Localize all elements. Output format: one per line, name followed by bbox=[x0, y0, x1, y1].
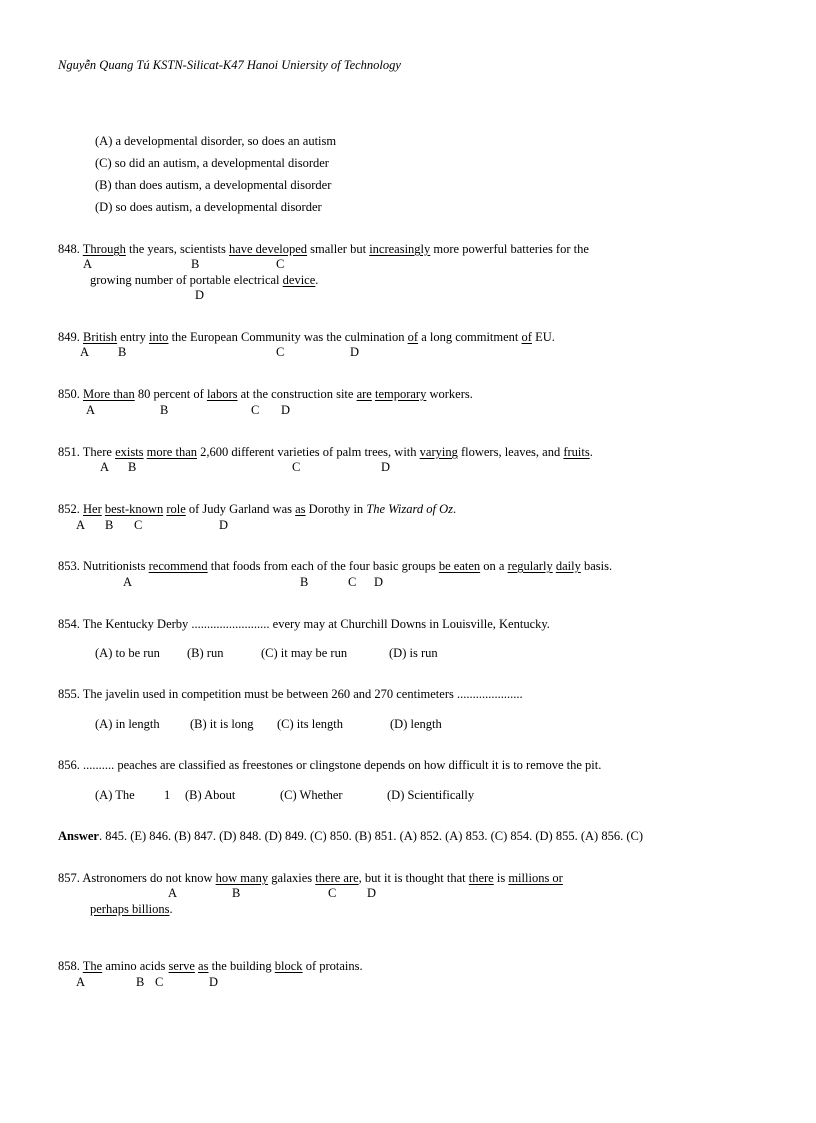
q855-option-c: (C) its length bbox=[277, 717, 343, 731]
q851-letter-b: B bbox=[128, 460, 137, 474]
q851-letter-d: D bbox=[381, 460, 391, 474]
q853-line1 bbox=[58, 559, 612, 574]
q849-text: EU. bbox=[531, 330, 555, 344]
q852-letter-d: D bbox=[219, 518, 229, 532]
page-header: Nguyễn Quang Tú KSTN-Silicat-K47 Hanoi Uniersity of Technology bbox=[58, 58, 401, 72]
q849-letter-d: D bbox=[350, 345, 360, 359]
q849-text: the European Community was the culmination bbox=[168, 330, 408, 344]
q850-letter-a: A bbox=[86, 403, 96, 417]
q858-part-d: block bbox=[274, 959, 303, 973]
q853-part-d: daily bbox=[555, 559, 581, 573]
q854-option-b: (B) run bbox=[187, 646, 224, 660]
q849-part-c: of bbox=[407, 330, 419, 344]
q848-text: more powerful batteries for the bbox=[430, 242, 589, 256]
q852-text: Dorothy in bbox=[305, 502, 367, 516]
q848-line2 bbox=[90, 273, 318, 288]
q856-option-d: (D) Scientifically bbox=[387, 788, 475, 802]
q858-letter-d: D bbox=[209, 975, 219, 989]
q853-text: Nutritionists bbox=[83, 559, 149, 573]
q848-number: 848. bbox=[58, 242, 80, 256]
q851-part-a: exists bbox=[115, 445, 144, 459]
q847-option-a: (A) a developmental disorder, so does an autism bbox=[95, 134, 337, 148]
q853-part-b: be eaten bbox=[438, 559, 481, 573]
q851-text: There bbox=[82, 445, 116, 459]
q852-film-title: The Wizard of Oz bbox=[366, 502, 454, 516]
q849-part-d: of bbox=[521, 330, 532, 344]
q857-letter-b: B bbox=[232, 886, 241, 900]
q851-text: . bbox=[589, 445, 593, 459]
answer-text: . 845. (E) 846. (B) 847. (D) 848. (D) 849. (C) 850. (B) 851. (A) 852. (A) 853. (C) 854. (D) 855. (A) 856. (C) bbox=[98, 829, 643, 843]
q857-part-b: there are bbox=[315, 871, 359, 885]
q849-part-a: British bbox=[83, 330, 118, 344]
q847-option-b: (B) than does autism, a developmental disorder bbox=[95, 178, 332, 192]
q857-part-d: millions or bbox=[508, 871, 563, 885]
q852-part-b: best-known bbox=[104, 502, 164, 516]
q858-text: amino acids bbox=[102, 959, 169, 973]
q857-part-c: there bbox=[468, 871, 494, 885]
q850-line1 bbox=[58, 387, 473, 402]
q853-part-a: recommend bbox=[148, 559, 208, 573]
q855-option-a: (A) in length bbox=[95, 717, 160, 731]
q852-text: of Judy Garland was bbox=[185, 502, 296, 516]
q851-text: flowers, leaves, and bbox=[457, 445, 564, 459]
q855-stem: 855. The javelin used in competition must be between 260 and 270 centimeters ..................... bbox=[58, 687, 523, 701]
q848-letter-a: A bbox=[83, 257, 93, 271]
q850-part-a: More than bbox=[83, 387, 135, 401]
q853-text: basis. bbox=[580, 559, 613, 573]
q850-text: workers. bbox=[426, 387, 473, 401]
q858-text: of protains. bbox=[302, 959, 363, 973]
q847-option-d: (D) so does autism, a developmental disorder bbox=[95, 200, 322, 214]
q857-part-d-continued: perhaps billions bbox=[90, 902, 170, 916]
q848-part-c: increasingly bbox=[369, 242, 431, 256]
q852-letter-c: C bbox=[134, 518, 143, 532]
q854-stem: 854. The Kentucky Derby ......................... every may at Churchill Downs in Louisville, Kentucky. bbox=[58, 617, 550, 631]
q856-stray-mark: 1 bbox=[164, 788, 171, 802]
q853-part-c: regularly bbox=[507, 559, 553, 573]
q853-letter-a: A bbox=[123, 575, 133, 589]
q849-part-b: into bbox=[148, 330, 169, 344]
q857-line2 bbox=[90, 902, 173, 917]
q851-text: 2,600 different varieties of palm trees, with bbox=[197, 445, 420, 459]
q851-part-c: varying bbox=[419, 445, 458, 459]
q858-number: 858. bbox=[58, 959, 80, 973]
q853-text: that foods from each of the four basic groups bbox=[207, 559, 439, 573]
q856-option-c: (C) Whether bbox=[280, 788, 343, 802]
q853-text: on a bbox=[480, 559, 508, 573]
q848-letter-d: D bbox=[195, 288, 205, 302]
q853-letter-b: B bbox=[300, 575, 309, 589]
q851-part-d: fruits bbox=[563, 445, 590, 459]
q851-letter-a: A bbox=[100, 460, 110, 474]
q848-part-a: Through bbox=[82, 242, 126, 256]
q857-text: galaxies bbox=[268, 871, 316, 885]
q856-stem: 856. .......... peaches are classified as freestones or clingstone depends on how difficult it is to remove the pit. bbox=[58, 758, 602, 772]
q852-text: . bbox=[453, 502, 457, 516]
q857-text: . bbox=[169, 902, 173, 916]
q852-letter-a: A bbox=[76, 518, 86, 532]
q850-letter-d: D bbox=[281, 403, 291, 417]
answer-label: Answer bbox=[58, 829, 99, 843]
q858-line1 bbox=[58, 959, 363, 974]
q853-letter-c: C bbox=[348, 575, 357, 589]
q852-part-d: as bbox=[295, 502, 306, 516]
q856-option-b: (B) About bbox=[185, 788, 236, 802]
q848-line1 bbox=[58, 242, 589, 257]
q852-number: 852. bbox=[58, 502, 80, 516]
q851-part-b: more than bbox=[146, 445, 198, 459]
q857-letter-c: C bbox=[328, 886, 337, 900]
q852-part-c: role bbox=[166, 502, 186, 516]
q848-part-d: device bbox=[282, 273, 316, 287]
q848-text: the years, scientists bbox=[125, 242, 229, 256]
q854-option-d: (D) is run bbox=[389, 646, 438, 660]
q851-letter-c: C bbox=[292, 460, 301, 474]
q857-letter-a: A bbox=[168, 886, 178, 900]
q858-letter-a: A bbox=[76, 975, 86, 989]
q852-letter-b: B bbox=[105, 518, 114, 532]
q853-letter-d: D bbox=[374, 575, 384, 589]
q858-part-a: The bbox=[82, 959, 103, 973]
q849-letter-c: C bbox=[276, 345, 285, 359]
q857-number: 857. bbox=[58, 871, 80, 885]
q849-line1 bbox=[58, 330, 555, 345]
q850-part-d: temporary bbox=[374, 387, 427, 401]
q849-letter-b: B bbox=[118, 345, 127, 359]
q851-number: 851. bbox=[58, 445, 80, 459]
q857-text: Astronomers do not know bbox=[82, 871, 216, 885]
q856-option-a: (A) The bbox=[95, 788, 135, 802]
q848-text: growing number of portable electrical bbox=[90, 273, 283, 287]
q855-option-b: (B) it is long bbox=[190, 717, 254, 731]
q857-text: is bbox=[493, 871, 509, 885]
q847-option-c: (C) so did an autism, a developmental disorder bbox=[95, 156, 329, 170]
q858-letter-c: C bbox=[155, 975, 164, 989]
q850-letter-b: B bbox=[160, 403, 169, 417]
q848-text: smaller but bbox=[307, 242, 370, 256]
q858-text: the building bbox=[208, 959, 275, 973]
q850-part-c: are bbox=[356, 387, 372, 401]
q850-number: 850. bbox=[58, 387, 80, 401]
answer-key bbox=[58, 829, 643, 844]
q849-letter-a: A bbox=[80, 345, 90, 359]
q852-line1 bbox=[58, 502, 456, 517]
q858-part-b: serve bbox=[168, 959, 195, 973]
q855-option-d: (D) length bbox=[390, 717, 442, 731]
q848-text: . bbox=[315, 273, 319, 287]
q852-part-a: Her bbox=[83, 502, 102, 516]
q857-text: , but it is thought that bbox=[358, 871, 469, 885]
q849-text: a long commitment bbox=[418, 330, 522, 344]
q851-line1 bbox=[58, 445, 593, 460]
q849-number: 849. bbox=[58, 330, 80, 344]
q854-option-c: (C) it may be run bbox=[261, 646, 348, 660]
q858-part-c: as bbox=[198, 959, 209, 973]
q857-part-a: how many bbox=[215, 871, 269, 885]
q857-line1 bbox=[58, 871, 563, 886]
q854-option-a: (A) to be run bbox=[95, 646, 160, 660]
q857-letter-d: D bbox=[367, 886, 377, 900]
q848-letter-b: B bbox=[191, 257, 200, 271]
q853-number: 853. bbox=[58, 559, 80, 573]
q858-letter-b: B bbox=[136, 975, 145, 989]
q848-letter-c: C bbox=[276, 257, 285, 271]
q850-part-b: labors bbox=[206, 387, 238, 401]
q849-text: entry bbox=[117, 330, 149, 344]
q850-letter-c: C bbox=[251, 403, 260, 417]
q848-part-b: have developed bbox=[228, 242, 308, 256]
q850-text: 80 percent of bbox=[134, 387, 207, 401]
q850-text: at the construction site bbox=[237, 387, 357, 401]
